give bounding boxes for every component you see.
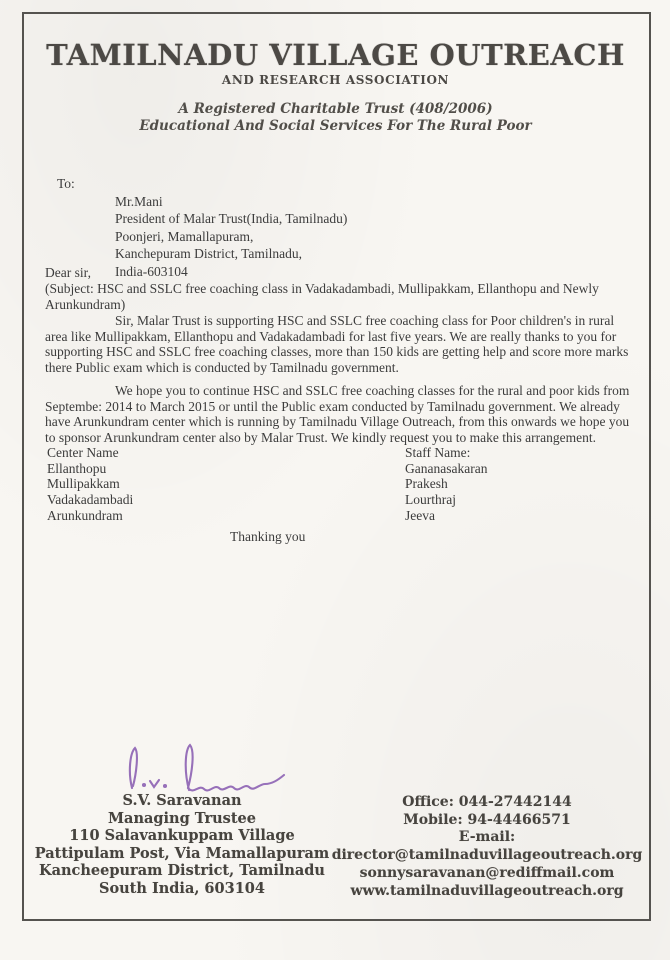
org-title: TAMILNADU VILLAGE OUTREACH — [46, 38, 625, 72]
salutation: Dear sir, — [45, 265, 91, 280]
contact-block — [328, 794, 646, 900]
signatory-name: S.V. Saravanan — [122, 792, 242, 809]
center-name-column — [47, 445, 133, 524]
recipient-address — [115, 193, 347, 280]
recipient-line: President of Malar Trust(India, Tamilnadu) — [115, 211, 348, 227]
center-name: Ellanthopu — [47, 460, 107, 476]
signatory-title: Managing Trustee — [108, 809, 256, 827]
handwritten-signature — [116, 740, 294, 798]
letterhead — [24, 38, 647, 135]
recipient-line: Mr.Mani — [115, 194, 163, 209]
signatory-block — [28, 792, 336, 898]
staff-name: Lourthraj — [405, 492, 456, 508]
body-paragraph-1: Sir, Malar Trust is supporting HSC and SSLC free coaching class for Poor children's in rural area like Mullipakkam, Ellanthopu and Vadakadambadi for last five years. We are really thanks to you for supporting HSC and SSLC free coaching classes, more than 150 kids are getting help and score more marks there Public exam which is conducted by Tamilnadu government. — [45, 313, 629, 376]
org-registration: A Registered Charitable Trust (408/2006) — [178, 101, 493, 117]
office-phone: Office: 044-27442144 — [402, 794, 572, 810]
email-label: E-mail: — [458, 829, 516, 846]
signatory-address-line: Pattipulam Post, Via Mamallapuram — [34, 844, 330, 862]
org-tagline-group — [24, 101, 647, 135]
signatory-address-line: Kancheepuram District, Tamilnadu — [39, 862, 325, 880]
recipient-line: Kanchepuram District, Tamilnadu, — [115, 246, 303, 262]
staff-column-header: Staff Name: — [405, 445, 471, 460]
signatory-address-line: 110 Salavankuppam Village — [69, 827, 295, 845]
center-name: Vadakadambadi — [47, 492, 134, 508]
org-subtitle: AND RESEARCH ASSOCIATION — [221, 73, 450, 87]
center-name: Arunkundram — [47, 507, 123, 523]
signature-ink-strokes — [116, 740, 294, 798]
body-paragraph-2: We hope you to continue HSC and SSLC free coaching classes for the rural and poor kids from Septembe: 2014 to March 2015 or until the Public exam conducted by Tamilnadu government. We already have Arunkundram center which is running by Tamilnadu Village Outreach, from this onwards we hope you to sponsor Arunkundram center also by Malar Trust. We kindly request you to make this arrangement. — [45, 383, 630, 446]
mobile-phone: Mobile: 94-44466571 — [403, 811, 571, 828]
email-address: director@tamilnaduvillageoutreach.org — [331, 847, 643, 864]
email-address: sonnysaravanan@rediffmail.com — [359, 864, 615, 881]
recipient-line: Poonjeri, Mamallapuram, — [115, 228, 254, 244]
center-column-header: Center Name — [47, 445, 119, 460]
staff-name-column — [405, 445, 487, 524]
to-label: To: — [57, 176, 75, 191]
org-tagline: Educational And Social Services For The Rural Poor — [139, 118, 532, 134]
signatory-address-line: South India, 603104 — [99, 879, 265, 897]
website-url: www.tamilnaduvillageoutreach.org — [350, 882, 624, 899]
staff-name: Jeeva — [405, 507, 435, 523]
closing-line: Thanking you — [230, 529, 306, 544]
subject-line: (Subject: HSC and SSLC free coaching class in Vadakadambadi, Mullipakkam, Ellanthopu and Newly Arunkundram) — [45, 281, 599, 312]
staff-name: Prakesh — [405, 476, 448, 492]
recipient-line: India-603104 — [115, 263, 188, 279]
staff-name: Gananasakaran — [405, 460, 488, 476]
center-name: Mullipakkam — [47, 476, 120, 492]
